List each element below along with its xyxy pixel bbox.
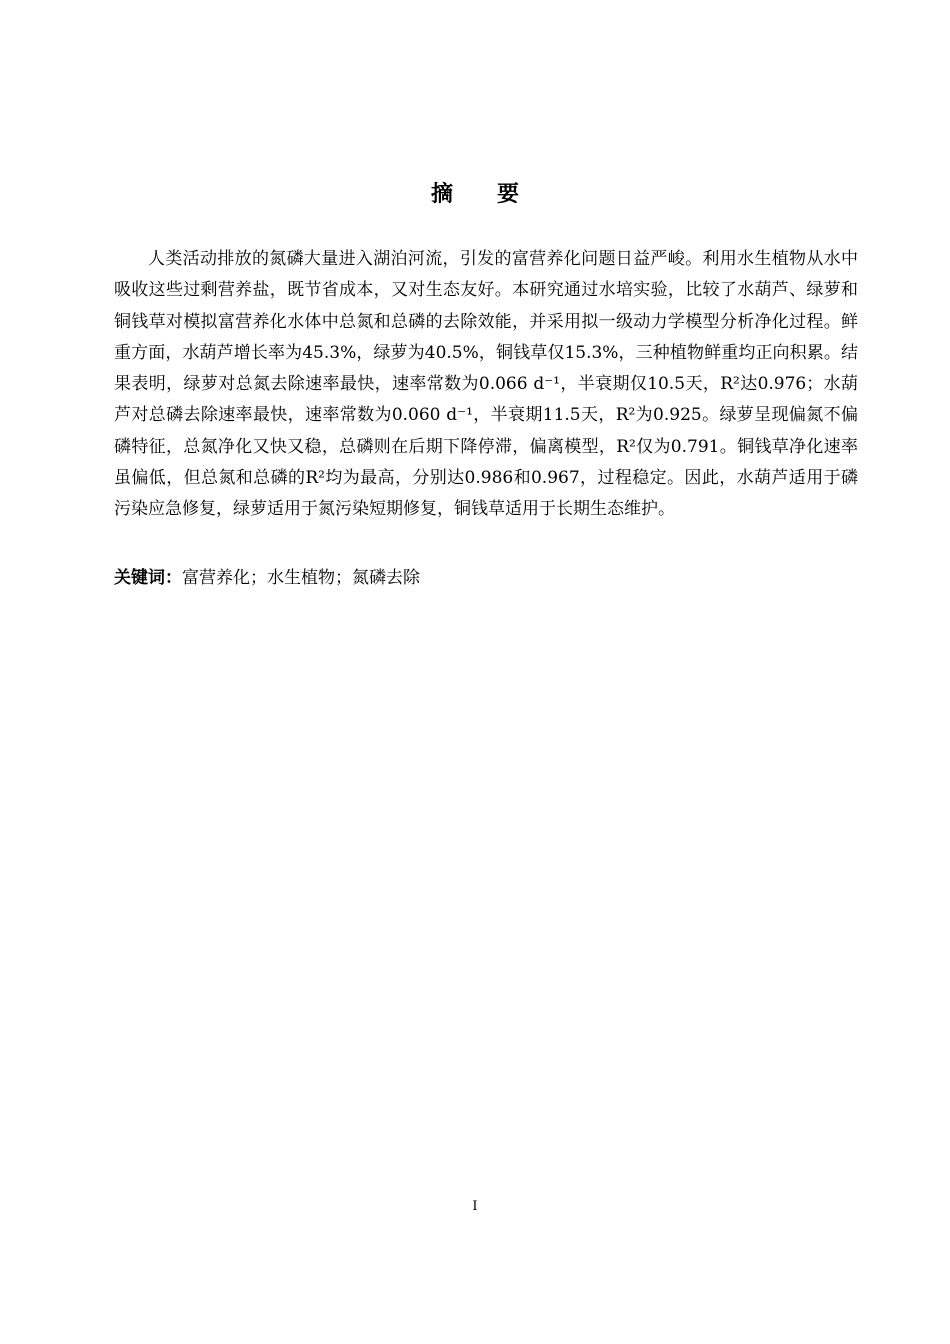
- page-number: I: [472, 1199, 478, 1214]
- title-char-1: 摘: [430, 182, 453, 207]
- abstract-paragraph: 人类活动排放的氮磷大量进入湖泊河流，引发的富营养化问题日益严峻。利用水生植物从水中吸收这些过剩营养盐，既节省成本，又对生态友好。本研究通过水培实验，比较了水葫芦、绿萝和铜钱草对模拟富营养化水体中总氮和总磷的去除效能，并采用拟一级动力学模型分析净化过程。鲜重方面，水葫芦增长率为45.3%，绿萝为40.5%，铜钱草仅15.3%，三种植物鲜重均正向积累。结果表明，绿萝对总氮去除速率最快，速率常数为0.066 d⁻¹，半衰期仅10.5天，R²达0.976；水葫芦对总磷去除速率最快，速率常数为0.060 d⁻¹，半衰期11.5天，R²为0.925。绿萝呈现偏氮不偏磷特征，总氮净化又快又稳，总磷则在后期下降停滞，偏离模型，R²仅为0.791。铜钱草净化速率虽偏低，但总氮和总磷的R²均为最高，分别达0.986和0.967，过程稳定。因此，水葫芦适用于磷污染应急修复，绿萝适用于氮污染短期修复，铜钱草适用于长期生态维护。: [114, 249, 858, 520]
- keywords-label: 关键词：: [114, 568, 182, 588]
- keywords-line: [114, 565, 858, 591]
- keywords-text: 富营养化；水生植物；氮磷去除: [182, 568, 420, 588]
- page-title: [0, 178, 950, 212]
- title-char-2: 要: [497, 182, 520, 207]
